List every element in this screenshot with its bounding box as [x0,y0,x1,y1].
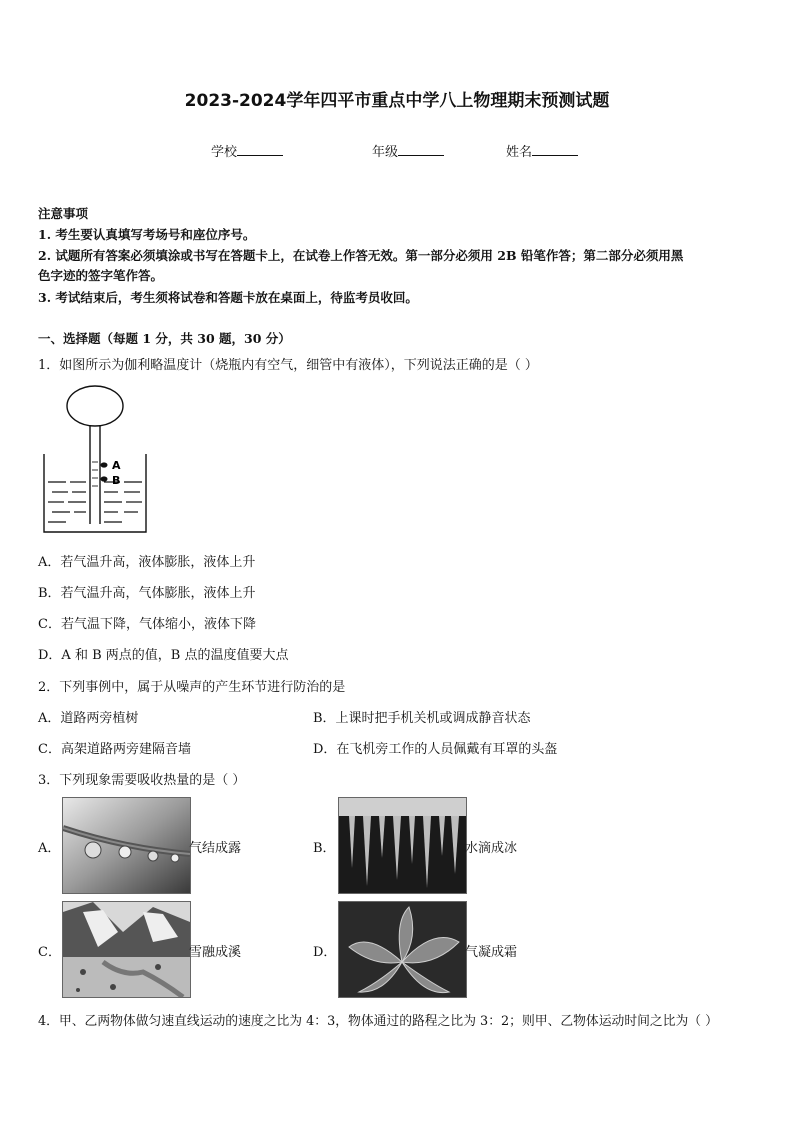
dew-photo [62,797,191,894]
q3-option-b-letter: B． [313,841,336,856]
q1-option-c: C．若气温下降，气体缩小，液体下降 [38,617,256,632]
q3-option-a-caption: 气结成露 [189,841,242,856]
note-item: 1. 考生要认真填写考场号和座位序号。 [38,227,256,242]
icicle-photo [338,797,467,894]
school-field [211,141,283,160]
q3-option-c-caption: 雪融成溪 [189,945,242,960]
section-heading: 一、选择题（每题 1 分，共 30 题，30 分） [38,331,291,346]
q3-option-d-letter: D． [313,945,337,960]
name-label: 姓名 [506,145,533,160]
q1-option-b: B．若气温升高，气体膨胀，液体上升 [38,586,256,601]
page-title: 2023-2024学年四平市重点中学八上物理期末预测试题 [184,91,610,111]
grade-label: 年级 [372,145,399,160]
galileo-thermometer-diagram [38,384,154,536]
question-4-stem: 4．甲、乙两物体做匀速直线运动的速度之比为 4：3，物体通过的路程之比为 3：2；则甲、乙物体运动时间之比为（ ） [38,1014,718,1029]
q3-option-a-letter: A． [38,841,61,856]
name-blank [532,143,578,156]
point-b-label: B [112,474,121,487]
q1-option-d: D．A 和 B 两点的值，B 点的温度值要大点 [38,648,289,663]
point-a-label: A [112,459,121,472]
notes-heading: 注意事项 [38,206,89,221]
q2-option-a: A．道路两旁植树 [38,711,139,726]
school-label: 学校 [211,145,238,160]
frost-leaf-photo [338,901,467,998]
q3-option-c-letter: C． [38,945,61,960]
note-item: 3. 考试结束后，考生须将试卷和答题卡放在桌面上，待监考员收回。 [38,290,418,305]
question-1-stem: 1．如图所示为伽利略温度计（烧瓶内有空气，细管中有液体），下列说法正确的是（ ） [38,358,538,373]
q1-option-a: A．若气温升高，液体膨胀，液体上升 [38,555,256,570]
note-item: 色字迹的签字笔作答。 [38,268,164,283]
grade-blank [398,143,444,156]
grade-field [372,141,444,160]
name-field [506,141,578,160]
q3-option-b-caption: 水滴成冰 [465,841,518,856]
q2-option-d: D．在飞机旁工作的人员佩戴有耳罩的头盔 [313,742,558,757]
q2-option-b: B．上课时把手机关机或调成静音状态 [313,711,531,726]
snow-valley-photo [62,901,191,998]
question-3-stem: 3．下列现象需要吸收热量的是（ ） [38,773,246,788]
q2-option-c: C．高架道路两旁建隔音墙 [38,742,191,757]
note-item: 2. 试题所有答案必须填涂或书写在答题卡上，在试卷上作答无效。第一部分必须用 2B 铅笔作答；第二部分必须用黑 [38,248,684,263]
question-2-stem: 2．下列事例中，属于从噪声的产生环节进行防治的是 [38,680,346,695]
school-blank [237,143,283,156]
q3-option-d-caption: 气凝成霜 [465,945,518,960]
